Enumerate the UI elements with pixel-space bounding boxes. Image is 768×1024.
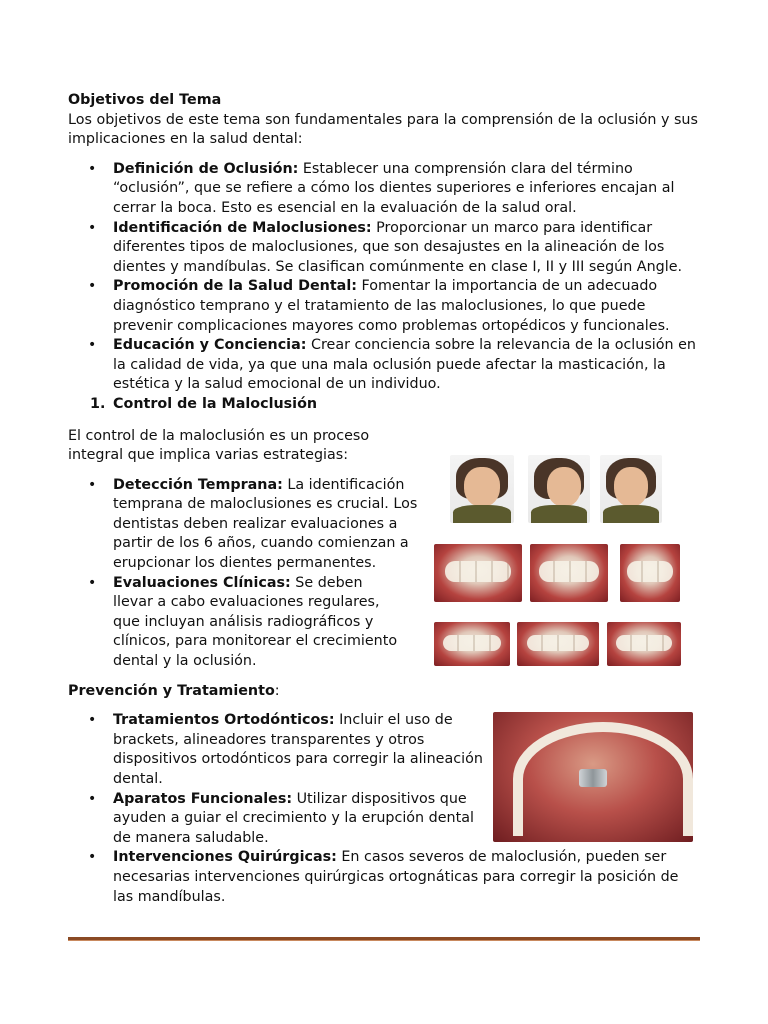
lower-arch-occlusal-photo <box>530 544 608 602</box>
list-item <box>68 711 483 789</box>
item-text: Proporcionar un marco para identificar diferentes tipos de maloclusiones, que son desajustes en la alineación de los dientes y mandíbulas. Se clasifican comúnmente en clase I, II y III según Angle. <box>113 219 683 275</box>
item-term: Detección Temprana: <box>113 476 283 493</box>
item-text: Fomentar la importancia de un adecuado diagnóstico temprano y el tratamiento de las maloclusiones, lo que puede prevenir complicaciones mayores como problemas ortopédicos y funcionales. <box>113 278 670 334</box>
list-item <box>68 336 702 395</box>
item-term: Aparatos Funcionales: <box>113 790 293 807</box>
numbered-heading-list <box>68 395 702 415</box>
item-term: Evaluaciones Clínicas: <box>113 574 291 591</box>
item-term: Intervenciones Quirúrgicas: <box>113 849 337 866</box>
item-term: Tratamientos Ortodónticos: <box>113 712 335 729</box>
list-item <box>68 277 702 336</box>
section-title-objetivos: Objetivos del Tema <box>68 92 222 108</box>
item-term: Identificación de Maloclusiones: <box>113 219 372 236</box>
section-title-control <box>68 395 702 415</box>
right-intraoral-photo <box>434 622 510 666</box>
item-text: Utilizar dispositivos que ayuden a guiar el crecimiento y la erupción dental de manera saludable. <box>113 790 474 846</box>
objetivos-list <box>68 160 702 395</box>
item-text: Crear conciencia sobre la relevancia de la oclusión en la calidad de vida, ya que una mala oclusión puede afectar la masticación, la estética y la salud emocional de un individuo. <box>113 337 696 393</box>
frontal-intraoral-photo <box>517 622 599 666</box>
list-item <box>68 848 703 907</box>
item-text: Se deben llevar a cabo evaluaciones regulares, que incluyan análisis radiográficos y clínicos, para monitorear el crecimiento dental y la oclusión. <box>113 574 398 670</box>
item-text: La identificación temprana de maloclusiones es crucial. Los dentistas deben realizar evaluaciones a partir de los 6 años, cuando comienzan a erupcionar los dientes permanentes. <box>113 476 418 572</box>
item-term: Definición de Oclusión: <box>113 160 299 177</box>
item-text: Establecer una comprensión clara del término “oclusión”, que se refiere a cómo los dientes superiores e inferiores encajan al cerrar la boca. Esto es esencial en la evaluación de la salud oral. <box>113 160 675 216</box>
upper-arch-occlusal-photo <box>434 544 522 602</box>
list-item <box>68 219 702 278</box>
footer-divider <box>68 937 700 941</box>
patient-face-profile-photo <box>528 455 590 523</box>
list-item <box>68 476 428 574</box>
section-title-prevencion <box>68 682 702 702</box>
lateral-intraoral-photo <box>620 544 680 602</box>
patient-face-smile-photo <box>600 455 662 523</box>
heading-number: 1. <box>90 395 106 412</box>
section-intro-objetivos: Los objetivos de este tema son fundamentales para la comprensión de la oclusión y sus implicaciones en la salud dental: <box>68 111 698 148</box>
heading-text: Control de la Maloclusión <box>113 395 318 412</box>
heading-suffix: : <box>274 682 280 699</box>
list-item <box>68 160 702 219</box>
item-term: Educación y Conciencia: <box>113 337 307 354</box>
heading-text: Prevención y Tratamiento <box>68 682 275 699</box>
left-intraoral-photo <box>607 622 681 666</box>
section-intro-control: El control de la maloclusión es un proceso integral que implica varias estrategias: <box>68 427 370 464</box>
item-text: En casos severos de maloclusión, pueden ser necesarias intervenciones quirúrgicas ortognáticas para corregir la posición de las mandíbulas. <box>113 849 679 905</box>
item-text: Incluir el uso de brackets, alineadores transparentes y otros dispositivos ortodónticos para corregir la alineación dental. <box>113 712 483 787</box>
patient-face-front-photo <box>450 455 514 523</box>
item-term: Promoción de la Salud Dental: <box>113 278 357 295</box>
list-item <box>68 790 483 849</box>
palatal-expander-photo <box>493 712 693 842</box>
